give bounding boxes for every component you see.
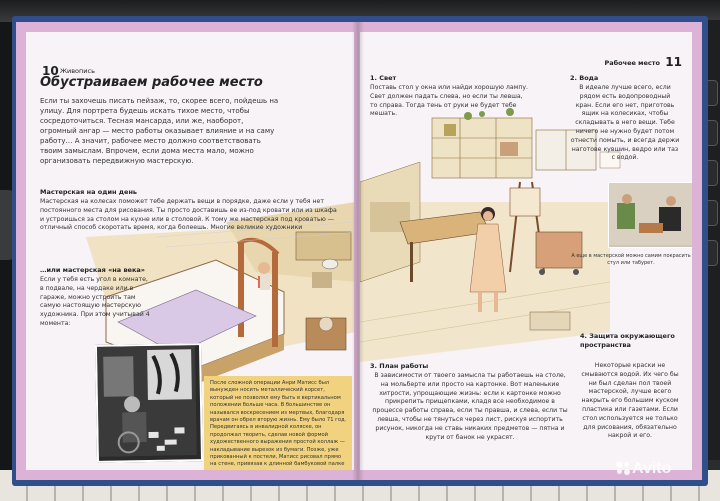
watermark bbox=[616, 460, 671, 478]
page-number: 11 bbox=[665, 55, 682, 69]
open-book bbox=[12, 16, 708, 486]
paragraph: Некоторые краски не смываются водой. Их чего бы ни был сделан пол твоей мастерской, лучше всего накрыть его большим куском пластика или газетами. Если стол используется не только для рисования, обязательно накрой и его. bbox=[581, 362, 679, 440]
subheading: 1. Свет bbox=[370, 74, 397, 82]
subheading: …или мастерская «на века» bbox=[40, 266, 145, 274]
subheading: 3. План работы bbox=[370, 362, 429, 370]
section-label: Рабочее место bbox=[604, 59, 660, 67]
book-gutter bbox=[352, 22, 364, 480]
right-page bbox=[356, 22, 702, 480]
left-page bbox=[16, 22, 358, 480]
photo-caption: А еще в мастерской можно самим покрасить стул или табурет. bbox=[571, 253, 691, 266]
avito-logo-icon bbox=[616, 461, 630, 475]
paragraph: Мастерская на колесах поможет тебе держать вещи в порядке, даже если у тебя нет постоянного места для рисования. Ты просто доставишь ее из-под кровати или из шкафа и устроишься за столом на кухне или в столовой. К тому же мастерская под кроватью — отличный способ скоротать время, когда болеешь. Многие великие художники bbox=[40, 198, 337, 232]
subheading: 4. Защита окружающего пространства bbox=[580, 332, 675, 349]
page-title: Обустраиваем рабочее место bbox=[40, 75, 263, 90]
subheading: Мастерская на один день bbox=[40, 188, 138, 196]
watermark-text: Avito bbox=[632, 460, 672, 477]
paragraph: В зависимости от твоего замысла ты работаешь на столе, на мольберте или просто на картонке. Вот маленькие хитрости, упрощающие жизнь: если к картонке можно прикрепить прищепками, кладя все необходимое в процессе работы справа, если ты правша, и слева, если ты левша, чтобы не тянуться через лист, рискуя испортить рисунок, никогда не ставь никаких предметов — пятна и крути от банок не украсят. bbox=[372, 372, 568, 441]
section-label: Живопись bbox=[60, 67, 95, 75]
caption-box bbox=[204, 376, 352, 480]
paragraph: В идеале лучше всего, если рядом есть водопроводный кран. Если его нет, приготовь ящик на колесиках, чтобы складывать в него вещи. Тебе ничего не нужно будет потом отнести помыть, и всегда держи наготове кувшин, ведро или таз с водой. bbox=[570, 84, 680, 162]
matisse-photo bbox=[95, 343, 203, 463]
painting-photo bbox=[571, 182, 698, 266]
intro-paragraph: Если ты захочешь писать пейзаж, то, скорее всего, пойдешь на улицу. Для портрета будешь искать тихое место, чтобы сосредоточиться. Тесная мансарда, или же, наоборот, огромный ангар — место работы оказывает влияние и на саму работу… А значит, рабочее место должно соответствовать твоим замыслам. Впрочем, если дома места мало, можно организовать передвижную мастерскую. bbox=[40, 97, 279, 165]
subheading: 2. Вода bbox=[570, 74, 599, 82]
paragraph: Если у тебя есть угол в комнате, в подвале, на чердаке или в гараже, можно устроить там самую настоящую мастерскую художника. При этом учитывай 4 момента: bbox=[40, 276, 150, 327]
paragraph: Поставь стол у окна или найди хорошую лампу. Свет должен падать слева, но если ты левша, то справа. Тогда тень от руки не будет тебе мешать. bbox=[370, 84, 529, 118]
photo-caption: После сложной операции Анри Матисс был вынужден носить металлический корсет, который не позволял ему быть в вертикальном положении больше часа. В большинстве он назывался воскресением из мертвых, благодаря врачам он обрел вторую жизнь. Ему было 71 год. Передвигаясь в инвалидной коляске, он продолжал творить, сделав новой формой художественного выражения простой коллаж — накладывание вырезок из бумаги. Позже, уже прикованный к постели, Матисс рисовал прямо на стене, привязав к длинной бамбуковой палке кусок угля. bbox=[210, 380, 347, 475]
page-number: 10 bbox=[42, 64, 59, 78]
